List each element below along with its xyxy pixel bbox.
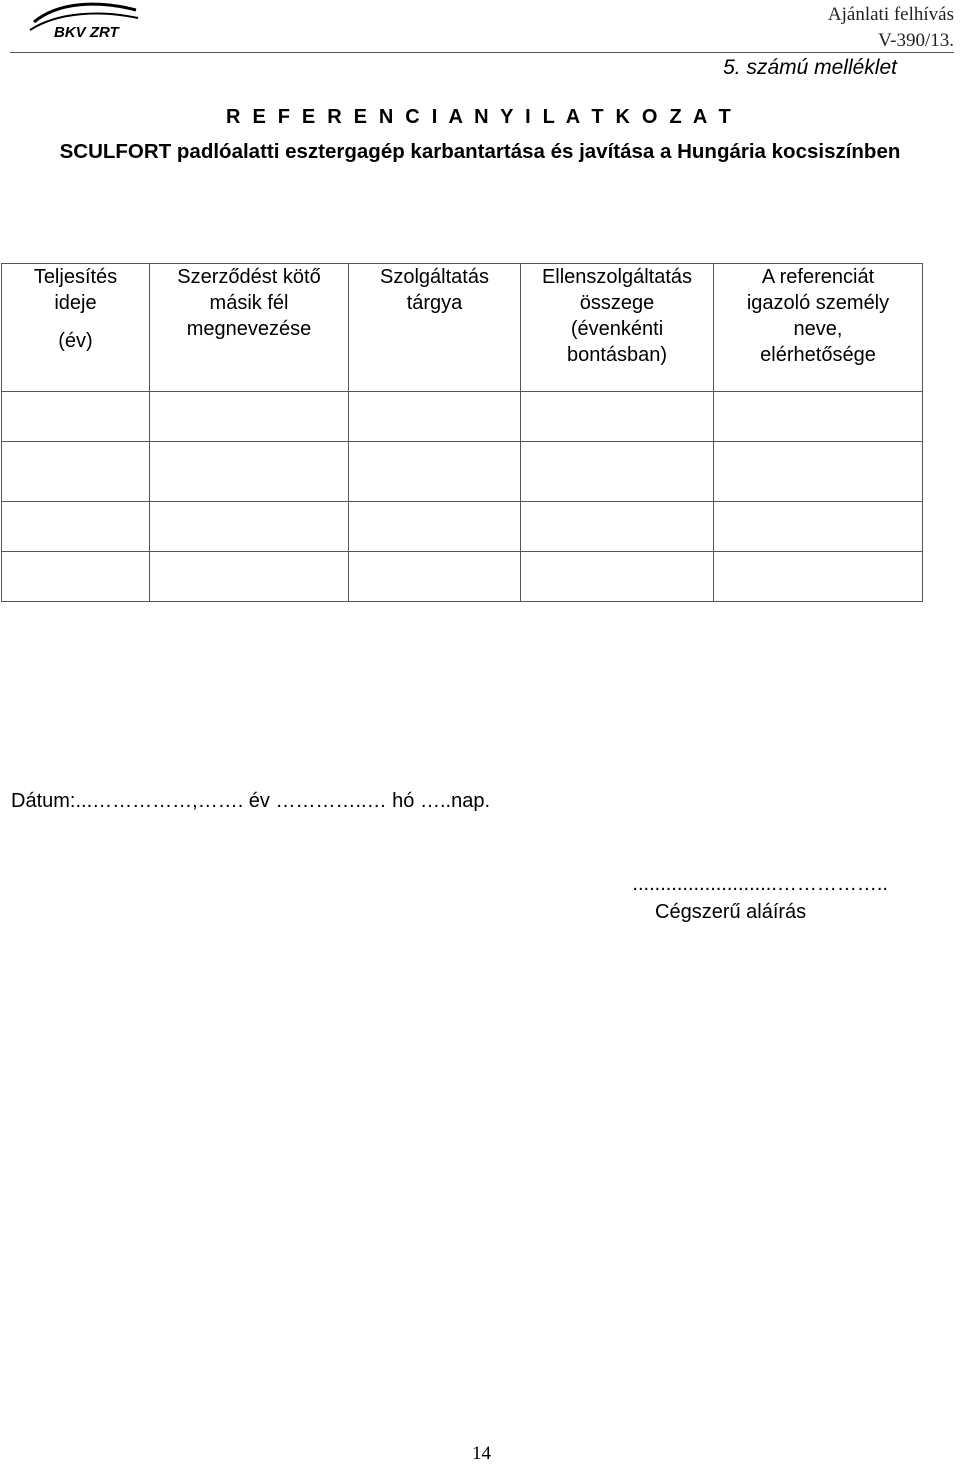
table-row	[2, 392, 923, 442]
ref-line-1: Ajánlati felhívás	[827, 4, 954, 25]
table-cell[interactable]	[714, 392, 923, 442]
signature-block	[620, 870, 888, 926]
column-header: Szolgáltatás tárgya	[349, 264, 521, 392]
annex-label: 5. számú melléklet	[723, 56, 897, 79]
table-cell[interactable]	[150, 552, 349, 602]
table-cell[interactable]	[349, 502, 521, 552]
table-cell[interactable]	[349, 442, 521, 502]
table-cell[interactable]	[150, 502, 349, 552]
document-title: R E F E R E N C I A N Y I L A T K O Z A T	[226, 106, 734, 128]
table-cell[interactable]	[521, 392, 714, 442]
table-cell[interactable]	[349, 392, 521, 442]
table-cell[interactable]	[521, 552, 714, 602]
table-cell[interactable]	[2, 502, 150, 552]
date-line: Dátum:...……………,……. év …………..… hó …..nap.	[11, 790, 490, 812]
column-header: Szerződést kötő másik fél megnevezése	[150, 264, 349, 392]
page-number: 14	[472, 1443, 491, 1464]
table-cell[interactable]	[521, 442, 714, 502]
column-header: A referenciát igazoló személy neve, elérhetősége	[714, 264, 923, 392]
table-cell[interactable]	[349, 552, 521, 602]
signature-line: ..........................……………..	[632, 873, 888, 895]
reference-table	[1, 263, 923, 602]
signature-label: Cégszerű aláírás	[655, 901, 807, 923]
table-header-row	[2, 264, 923, 392]
table-row	[2, 442, 923, 502]
table-row	[2, 552, 923, 602]
document-reference	[828, 2, 954, 54]
table-row	[2, 502, 923, 552]
table-cell[interactable]	[150, 442, 349, 502]
ref-line-2: V-390/13.	[878, 30, 954, 51]
svg-text:BKV ZRT: BKV ZRT	[54, 24, 119, 41]
table-cell[interactable]	[714, 552, 923, 602]
table-cell[interactable]	[2, 552, 150, 602]
table-cell[interactable]	[714, 442, 923, 502]
table-cell[interactable]	[150, 392, 349, 442]
document-subtitle: SCULFORT padlóalatti esztergagép karbantartása és javítása a Hungária kocsiszínben	[59, 140, 901, 163]
table-cell[interactable]	[714, 502, 923, 552]
table-cell[interactable]	[2, 442, 150, 502]
table-cell[interactable]	[2, 392, 150, 442]
column-header: Teljesítés ideje (év)	[2, 264, 150, 392]
header-divider	[10, 52, 954, 53]
column-header: Ellenszolgáltatás összege (évenkénti bontásban)	[521, 264, 714, 392]
bkv-logo	[28, 0, 140, 42]
table-cell[interactable]	[521, 502, 714, 552]
